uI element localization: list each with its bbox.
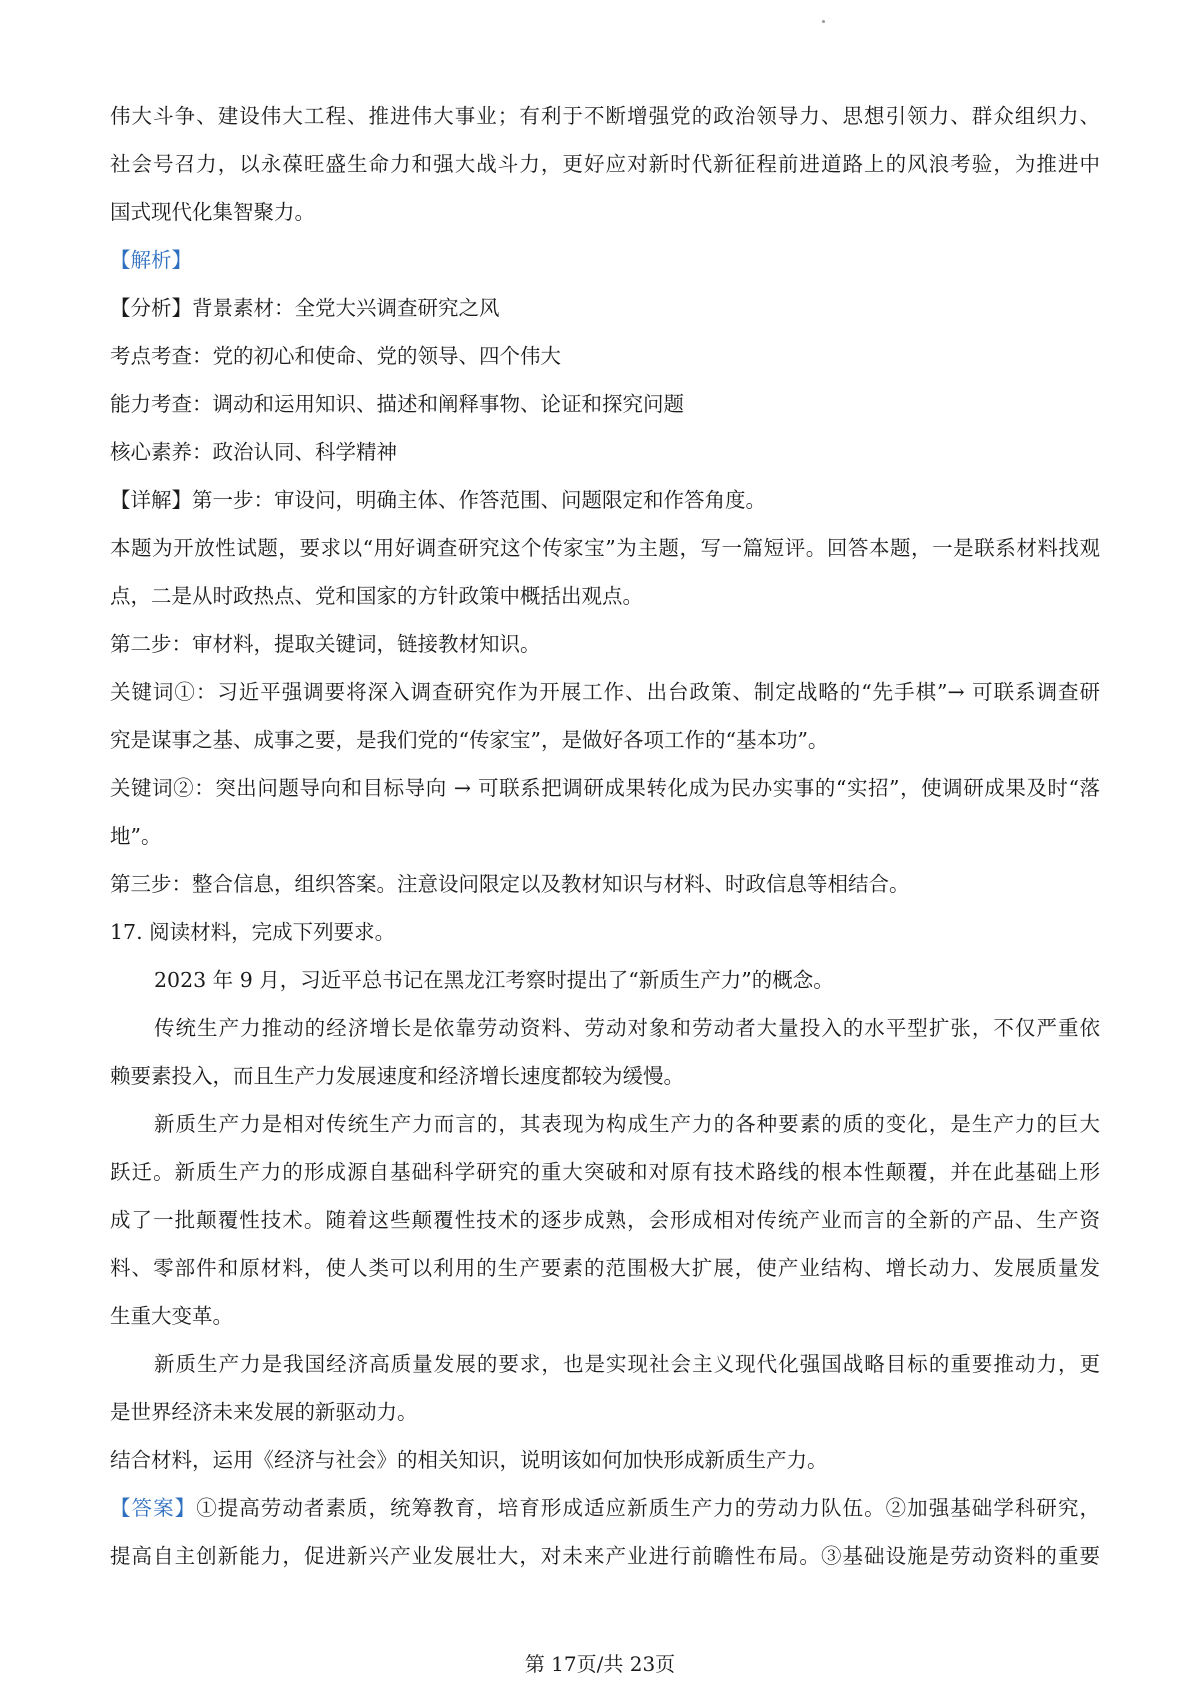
line-text: 传统生产力推动的经济增长是依靠劳动资料、劳动对象和劳动者大量投入的水平型扩张，不仅严重依: [154, 1016, 1100, 1040]
text-line: [110, 1196, 1100, 1244]
text-line: [110, 332, 1100, 380]
text-line: [110, 860, 1100, 908]
line-text: 【分析】背景素材：全党大兴调查研究之风: [110, 296, 500, 320]
line-text: 能力考查：调动和运用知识、描述和阐释事物、论证和探究问题: [110, 392, 684, 416]
line-text: 点，二是从时政热点、党和国家的方针政策中概括出观点。: [110, 584, 643, 608]
text-line: [110, 1484, 1100, 1532]
line-text: 生重大变革。: [110, 1304, 233, 1328]
text-line: [110, 1004, 1100, 1052]
line-text: 赖要素投入，而且生产力发展速度和经济增长速度都较为缓慢。: [110, 1064, 684, 1088]
text-line: [110, 476, 1100, 524]
line-text: 是世界经济未来发展的新驱动力。: [110, 1400, 418, 1424]
text-line: [110, 428, 1100, 476]
line-text: 料、零部件和原材料，使人类可以利用的生产要素的范围极大扩展，使产业结构、增长动力、发展质量发: [110, 1256, 1100, 1280]
text-line: [110, 380, 1100, 428]
text-line: [110, 812, 1100, 860]
text-line: [110, 236, 1100, 284]
line-text: 【详解】第一步：审设问，明确主体、作答范围、问题限定和作答角度。: [110, 488, 766, 512]
line-text: 国式现代化集智聚力。: [110, 200, 315, 224]
text-line: [110, 1436, 1100, 1484]
text-line: [110, 1340, 1100, 1388]
line-text: 结合材料，运用《经济与社会》的相关知识，说明该如何加快形成新质生产力。: [110, 1448, 828, 1472]
text-line: [110, 1292, 1100, 1340]
line-text: 17. 阅读材料，完成下列要求。: [110, 920, 396, 944]
text-line: [110, 620, 1100, 668]
line-text: 新质生产力是我国经济高质量发展的要求，也是实现社会主义现代化强国战略目标的重要推动力，更: [154, 1352, 1100, 1376]
line-text: 社会号召力，以永葆旺盛生命力和强大战斗力，更好应对新时代新征程前进道路上的风浪考验，为推进中: [110, 152, 1100, 176]
text-line: [110, 1148, 1100, 1196]
text-line: [110, 1052, 1100, 1100]
text-line: [110, 572, 1100, 620]
text-line: [110, 1532, 1100, 1580]
scan-speck: [822, 20, 825, 23]
page-body: [110, 92, 1100, 1580]
text-line: [110, 524, 1100, 572]
section-tag: 【解析】: [110, 248, 192, 272]
line-text: 跃迁。新质生产力的形成源自基础科学研究的重大突破和对原有技术路线的根本性颠覆，并在此基础上形: [110, 1160, 1100, 1184]
line-text: 新质生产力是相对传统生产力而言的，其表现为构成生产力的各种要素的质的变化，是生产力的巨大: [154, 1112, 1100, 1136]
line-text: 第二步：审材料，提取关键词，链接教材知识。: [110, 632, 541, 656]
section-tag: 【答案】: [110, 1496, 197, 1520]
text-line: [110, 284, 1100, 332]
text-line: [110, 1244, 1100, 1292]
line-text: 提高自主创新能力，促进新兴产业发展壮大，对未来产业进行前瞻性布局。③基础设施是劳动资料的重要: [110, 1544, 1100, 1568]
text-line: [110, 908, 1100, 956]
text-line: [110, 140, 1100, 188]
text-line: [110, 764, 1100, 812]
line-text: 本题为开放性试题，要求以“用好调查研究这个传家宝”为主题，写一篇短评。回答本题，一是联系材料找观: [110, 536, 1100, 560]
line-text: 考点考查：党的初心和使命、党的领导、四个伟大: [110, 344, 561, 368]
text-line: [110, 188, 1100, 236]
line-text: 关键词①：习近平强调要将深入调查研究作为开展工作、出台政策、制定战略的“先手棋”→ 可联系调查研: [110, 680, 1100, 704]
text-line: [110, 92, 1100, 140]
line-text: 成了一批颠覆性技术。随着这些颠覆性技术的逐步成熟，会形成相对传统产业而言的全新的产品、生产资: [110, 1208, 1100, 1232]
line-text: 关键词②：突出问题导向和目标导向 → 可联系把调研成果转化成为民办实事的“实招”，使调研成果及时“落: [110, 776, 1100, 800]
text-line: [110, 1388, 1100, 1436]
line-text: 核心素养：政治认同、科学精神: [110, 440, 397, 464]
line-text: 第三步：整合信息，组织答案。注意设问限定以及教材知识与材料、时政信息等相结合。: [110, 872, 910, 896]
text-line: [110, 716, 1100, 764]
page-footer: 第 17页/共 23页: [524, 1652, 676, 1676]
line-text: ①提高劳动者素质，统筹教育，培育形成适应新质生产力的劳动力队伍。②加强基础学科研究，: [196, 1496, 1100, 1520]
line-text: 伟大斗争、建设伟大工程、推进伟大事业；有利于不断增强党的政治领导力、思想引领力、群众组织力、: [110, 104, 1100, 128]
text-line: [110, 1100, 1100, 1148]
line-text: 2023 年 9 月，习近平总书记在黑龙江考察时提出了“新质生产力”的概念。: [154, 968, 834, 992]
line-text: 地”。: [110, 824, 162, 848]
line-text: 究是谋事之基、成事之要，是我们党的“传家宝”，是做好各项工作的“基本功”。: [110, 728, 829, 752]
text-line: [110, 956, 1100, 1004]
text-line: [110, 668, 1100, 716]
